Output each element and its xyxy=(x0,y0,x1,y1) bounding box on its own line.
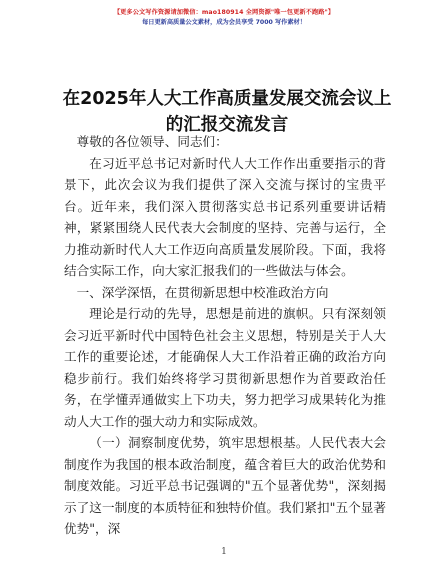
page-number: 1 xyxy=(221,547,227,557)
salutation: 尊敬的各位领导、同志们： xyxy=(76,134,228,149)
section-heading-1: 一、深学深悟，在贯彻新思想中校准政治方向 xyxy=(76,284,329,300)
paragraph-theory: 理论是行动的先导，思想是前进的旗帜。只有深刻领会习近平新时代中国特色社会主义思想，特别是关于人大工作的重要论述，才能确保人大工作沿着正确的政治方向稳步前行。我们始终将学习贯彻新思想作为首要政治任务，在学懂弄通做实上下功夫，努力把学习成果转化为推动人大工作的强大动力和实际成效。 xyxy=(64,306,386,429)
document-title: 在2025年人大工作高质量发展交流会议上的汇报交流发言 xyxy=(62,89,392,135)
paragraph-subsection-1: （一）洞察制度优势，筑牢思想根基。人民代表大会制度作为我国的根本政治制度，蕴含着巨大的政治优势和制度效能。习近平总书记强调的"五个显著优势"，深刻揭示了这一制度的本质特征和独特价值。我们紧扣"五个显著优势"，深 xyxy=(64,435,386,536)
promo-banner xyxy=(0,8,448,28)
document-body xyxy=(64,131,386,540)
promo-banner-line-1: 【更多公文写作资源请加微信：mao180914 全网资源"唯一包更新不跑路"】 xyxy=(113,9,335,16)
paragraph-intro: 在习近平总书记对新时代人大工作作出重要指示的背景下，此次会议为我们提供了深入交流与探讨的宝贵平台。近年来，我们深入贯彻落实总书记系列重要讲话精神，紧紧围绕人民代表大会制度的坚持、完善与运行，全力推动新时代人大工作迈向高质量发展阶段。下面，我将结合实际工作，向大家汇报我们的一些做法与体会。 xyxy=(64,155,386,278)
promo-banner-line-2: 每日更新高质量公文素材，成为会员享受 7000 写作素材！ xyxy=(142,19,306,26)
